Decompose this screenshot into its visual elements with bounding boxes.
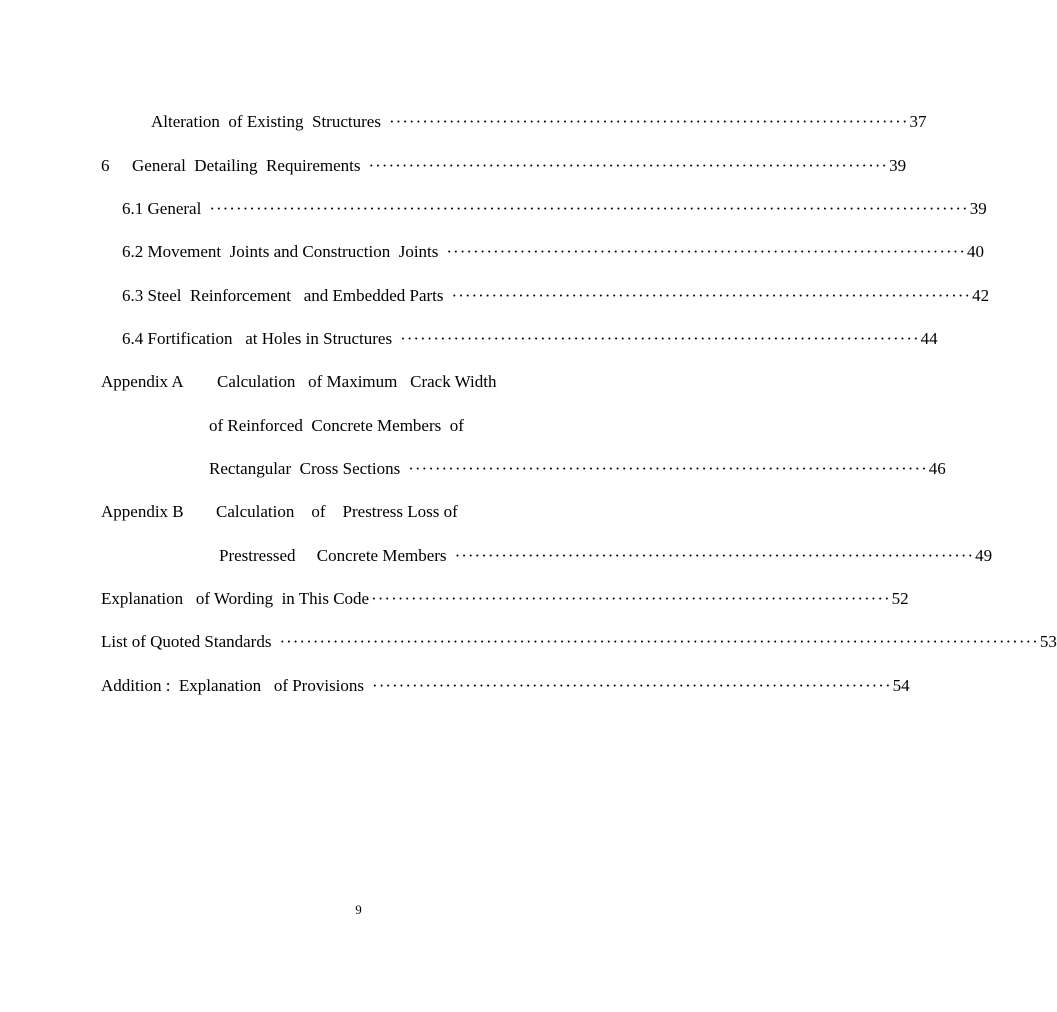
toc-entry-title-line: Prestressed Concrete Members xyxy=(219,546,447,565)
dot-leader: ·············································································· xyxy=(451,286,972,305)
toc-entry[interactable] xyxy=(151,112,927,132)
toc-entry-title: Addition : Explanation of Provisions xyxy=(101,676,365,695)
toc-page-number: 53 xyxy=(1039,632,1057,651)
toc-entry[interactable] xyxy=(101,589,909,609)
toc-page-number: 42 xyxy=(972,286,990,305)
dot-leader: ·············································································· xyxy=(372,676,892,695)
appendix-label: Appendix A xyxy=(101,372,184,391)
toc-page-number: 46 xyxy=(928,459,946,478)
toc-entry-title-line: Rectangular Cross Sections xyxy=(209,459,401,478)
toc-entry[interactable] xyxy=(219,546,993,566)
dot-leader: ·············································································· xyxy=(400,329,920,348)
dot-leader: ·············································································· xyxy=(446,242,966,261)
toc-page-number: 39 xyxy=(889,156,907,175)
toc-entry-title: Explanation of Wording in This Code xyxy=(101,589,370,608)
toc-page-number: 40 xyxy=(966,242,984,261)
toc-entry-title: General Detailing Requirements xyxy=(132,156,361,175)
toc-page-number: 52 xyxy=(891,589,909,608)
toc-entry[interactable] xyxy=(122,242,984,262)
dot-leader: ·················································································································· xyxy=(209,199,969,218)
dot-leader: ·············································································· xyxy=(454,546,975,565)
toc-entry-title: 6.3 Steel Reinforcement and Embedded Parts xyxy=(122,286,444,305)
toc-entry-title: List of Quoted Standards xyxy=(101,632,272,651)
toc-entry[interactable] xyxy=(209,459,946,479)
dot-leader: ·············································································· xyxy=(388,112,909,131)
toc-page-number: 39 xyxy=(969,199,987,218)
toc-entry-title-line[interactable]: Calculation of Prestress Loss of xyxy=(216,502,458,521)
toc-entry-title: 6.4 Fortification at Holes in Structures xyxy=(122,329,393,348)
toc-entry-title: 6.2 Movement Joints and Construction Joints xyxy=(122,242,439,261)
toc-entry[interactable] xyxy=(101,676,910,696)
dot-leader: ·············································································· xyxy=(371,589,891,608)
toc-entry-title: Alteration of Existing Structures xyxy=(151,112,381,131)
toc-page-number: 37 xyxy=(909,112,927,131)
toc-entry[interactable] xyxy=(101,632,1057,652)
toc-entry-title-line[interactable]: of Reinforced Concrete Members of xyxy=(209,416,464,435)
toc-entry[interactable] xyxy=(122,199,987,219)
page-number: 9 xyxy=(355,902,362,917)
toc-page-number: 54 xyxy=(892,676,910,695)
dot-leader: ·············································································· xyxy=(408,459,928,478)
toc-entry[interactable] xyxy=(122,286,990,306)
dot-leader: ·················································································································· xyxy=(279,632,1039,651)
toc-entry-title-line[interactable]: Calculation of Maximum Crack Width xyxy=(217,372,497,391)
toc-entry[interactable] xyxy=(132,156,907,176)
toc-chapter-number: 6 xyxy=(101,156,110,175)
toc-page-number: 44 xyxy=(920,329,938,348)
toc-entry[interactable] xyxy=(122,329,938,349)
appendix-label: Appendix B xyxy=(101,502,184,521)
toc-page-number: 49 xyxy=(975,546,993,565)
toc-entry-title: 6.1 General xyxy=(122,199,202,218)
dot-leader: ·············································································· xyxy=(368,156,889,175)
